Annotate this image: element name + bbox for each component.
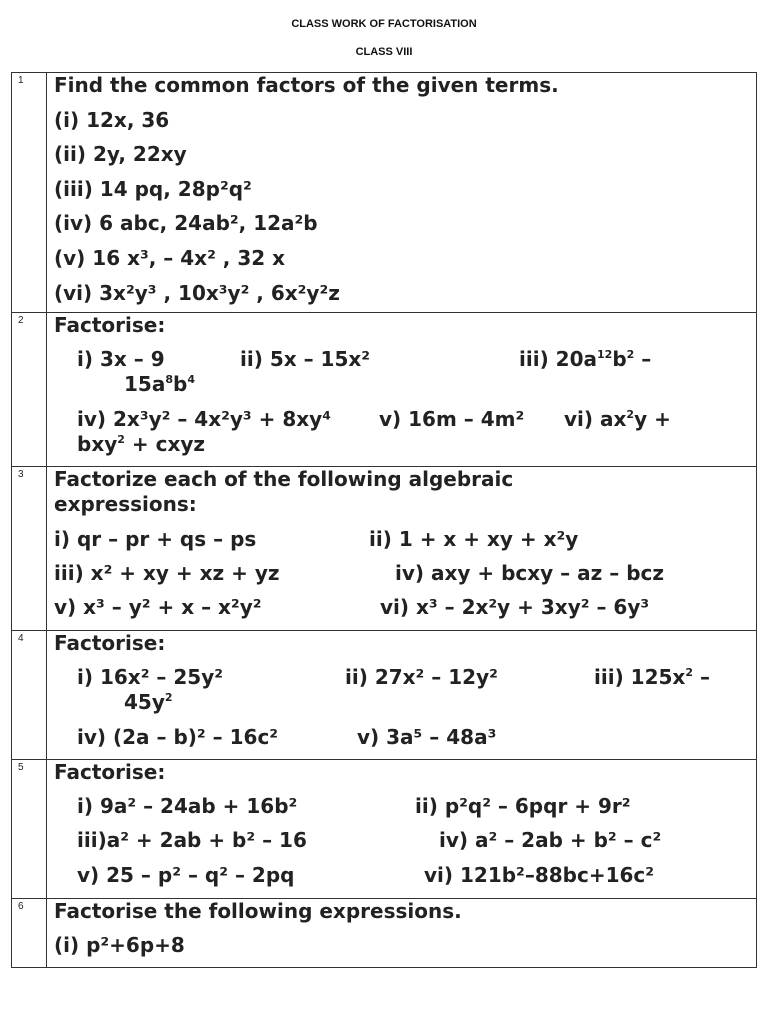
question-item: iv) 2x³y² – 4x²y³ + 8xy⁴ xyxy=(77,406,331,431)
worksheet-table xyxy=(11,72,757,968)
question-item: iv) a² – 2ab + b² – c² xyxy=(439,827,662,852)
question-item: ii) 5x – 15x² xyxy=(240,346,371,371)
question-heading-part: Factorize each of the following algebraic xyxy=(54,466,514,491)
question-number: 5 xyxy=(12,759,47,898)
question-item-part: iii) $125x^2$ – xyxy=(594,664,710,689)
question-row xyxy=(12,312,757,466)
question-item-part: $15a^8b^4$ xyxy=(124,371,195,396)
question-heading: Factorise: xyxy=(54,759,166,784)
question-item: iv) (2a – b)² – 16c² xyxy=(77,724,279,749)
question-item: (iii) 14 pq, 28p²q² xyxy=(54,176,252,201)
question-number: 1 xyxy=(12,73,47,313)
question-item-part: iii) $20a^{12}b^2$ – xyxy=(519,346,652,371)
question-item: ii) p²q² – 6pqr + 9r² xyxy=(415,793,631,818)
question-heading-part: expressions: xyxy=(54,491,197,516)
question-number: 4 xyxy=(12,630,47,759)
question-item: (v) 16 x³, – 4x² , 32 x xyxy=(54,245,286,270)
question-item: ii) 27x² – 12y² xyxy=(345,664,498,689)
question-item: i) 3x – 9 xyxy=(77,346,165,371)
page-title: CLASS WORK OF FACTORISATION xyxy=(291,18,477,30)
question-number: 2 xyxy=(12,312,47,466)
question-item: iii)a² + 2ab + b² – 16 xyxy=(77,827,307,852)
question-row xyxy=(12,73,757,313)
question-item: iii) x² + xy + xz + yz xyxy=(54,560,280,585)
question-item: v) 16m – 4m² xyxy=(379,406,525,431)
question-item-part: vi) $ax^2y$ + xyxy=(564,406,671,431)
question-heading: Factorise: xyxy=(54,312,166,337)
question-item: (i) p²+6p+8 xyxy=(54,932,185,957)
question-item-part: $45y^2$ xyxy=(124,689,173,714)
question-item: i) 9a² – 24ab + 16b² xyxy=(77,793,298,818)
question-item: iv) axy + bcxy – az – bcz xyxy=(395,560,665,585)
question-item: i) qr – pr + qs – ps xyxy=(54,526,257,551)
question-item: (ii) 2y, 22xy xyxy=(54,142,187,167)
question-item: ii) 1 + x + xy + x²y xyxy=(369,526,579,551)
question-item: vi) 121b²–88bc+16c² xyxy=(424,862,655,887)
question-row xyxy=(12,898,757,967)
question-row xyxy=(12,759,757,898)
question-heading: Find the common factors of the given terms. xyxy=(54,73,559,97)
question-row xyxy=(12,630,757,759)
question-item-part: bxy$^2$ + cxyz xyxy=(77,431,206,456)
question-item: v) 25 – p² – q² – 2pq xyxy=(77,862,295,887)
question-item: vi) x³ – 2x²y + 3xy² – 6y³ xyxy=(380,594,650,619)
question-item: (vi) 3x²y³ , 10x³y² , 6x²y²z xyxy=(54,280,340,305)
question-number: 6 xyxy=(12,898,47,967)
question-row xyxy=(12,466,757,630)
class-label: CLASS VIII xyxy=(355,46,413,58)
question-item: i) 16x² – 25y² xyxy=(77,664,224,689)
question-item: (iv) 6 abc, 24ab², 12a²b xyxy=(54,211,318,236)
question-heading: Factorise: xyxy=(54,630,166,655)
question-item: v) 3a⁵ – 48a³ xyxy=(357,724,497,749)
question-heading: Factorise the following expressions. xyxy=(54,898,462,923)
question-item: v) x³ – y² + x – x²y² xyxy=(54,594,262,619)
question-number: 3 xyxy=(12,466,47,630)
question-item: (i) 12x, 36 xyxy=(54,107,170,132)
